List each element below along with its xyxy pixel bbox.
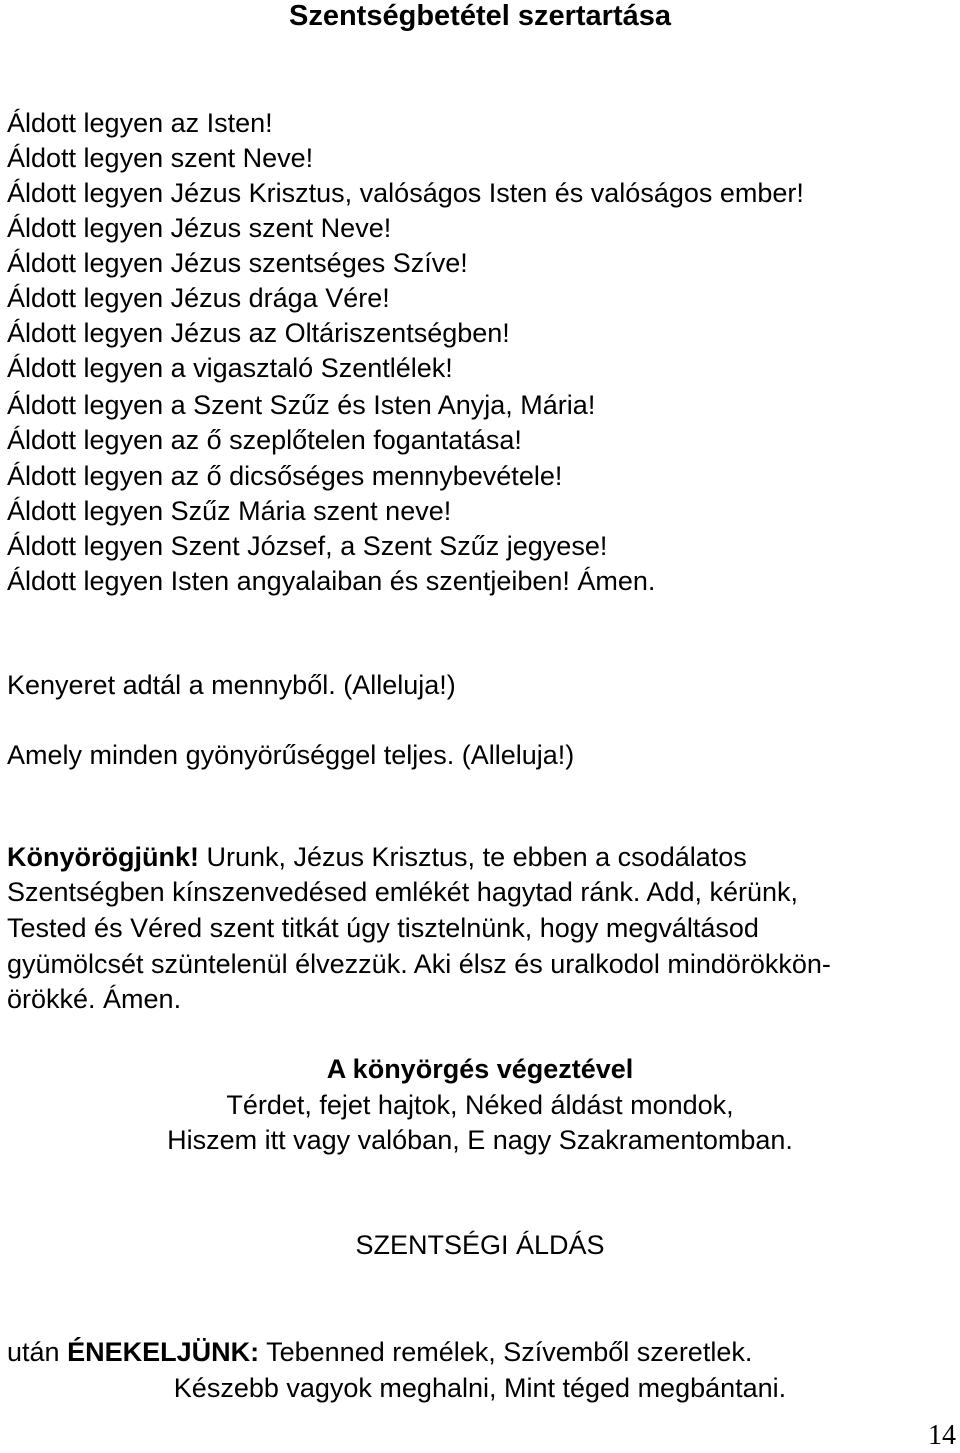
prayer-line: örökké. Ámen. [7,984,182,1014]
blessing-line: Áldott legyen az ő dicsőséges mennybevétele! [7,461,563,491]
blessing-line: Áldott legyen Jézus szent Neve! [7,213,392,243]
prayer-line [7,841,747,873]
blessing-line: Áldott legyen a vigasztaló Szentlélek! [7,353,453,383]
blessing-line: Áldott legyen Isten angyalaiban és szentjeiben! Ámen. [7,566,656,596]
blessing-line: Áldott legyen szent Neve! [7,143,314,173]
after-prayer-heading: A könyörgés végeztével [326,1054,634,1084]
prayer-line: Szentségben kínszenvedésed emlékét hagytad ránk. Add, kérünk, [7,877,799,907]
blessing-heading: SZENTSÉGI ÁLDÁS [355,1230,605,1260]
prayer-line: Tested és Véred szent titkát úgy tisztelnünk, hogy megváltásod [7,913,759,943]
page-title: Szentségbetétel szertartása [289,0,671,32]
blessing-line: Áldott legyen Jézus Krisztus, valóságos Isten és valóságos ember! [7,178,804,208]
song-prefix: után [7,1337,68,1367]
blessing-line: Áldott legyen az Isten! [7,108,273,138]
after-prayer-line: Hiszem itt vagy valóban, E nagy Szakramentomban. [167,1125,793,1155]
prayer-line: gyümölcsét szüntelenül élvezzük. Aki élsz és uralkodol mindörökkön- [7,949,831,979]
blessing-line: Áldott legyen a Szent Szűz és Isten Anyja, Mária! [7,390,596,420]
versicle: Kenyeret adtál a mennyből. (Alleluja!) [7,670,456,700]
blessing-line: Áldott legyen az ő szeplőtelen fogantatása! [7,425,522,455]
song-text: Tebenned remélek, Szívemből szeretlek. [259,1337,753,1367]
prayer-text: Urunk, Jézus Krisztus, te ebben a csodálatos [198,842,747,872]
prayer-label: Könyörögjünk! [7,842,199,872]
song-line [7,1336,752,1368]
blessing-line: Áldott legyen Jézus az Oltáriszentségben! [7,318,510,348]
blessing-line: Áldott legyen Jézus drága Vére! [7,283,390,313]
after-prayer-line: Térdet, fejet hajtok, Néked áldást mondok, [226,1090,734,1120]
page-number: 14 [928,1420,956,1451]
blessing-line: Áldott legyen Jézus szentséges Szíve! [7,248,468,278]
song-line: Készebb vagyok meghalni, Mint téged megbántani. [173,1373,787,1403]
response: Amely minden gyönyörűséggel teljes. (Alleluja!) [7,740,575,770]
blessing-line: Áldott legyen Szent József, a Szent Szűz jegyese! [7,531,608,561]
song-label: ÉNEKELJÜNK: [67,1337,260,1367]
blessing-line: Áldott legyen Szűz Mária szent neve! [7,496,452,526]
